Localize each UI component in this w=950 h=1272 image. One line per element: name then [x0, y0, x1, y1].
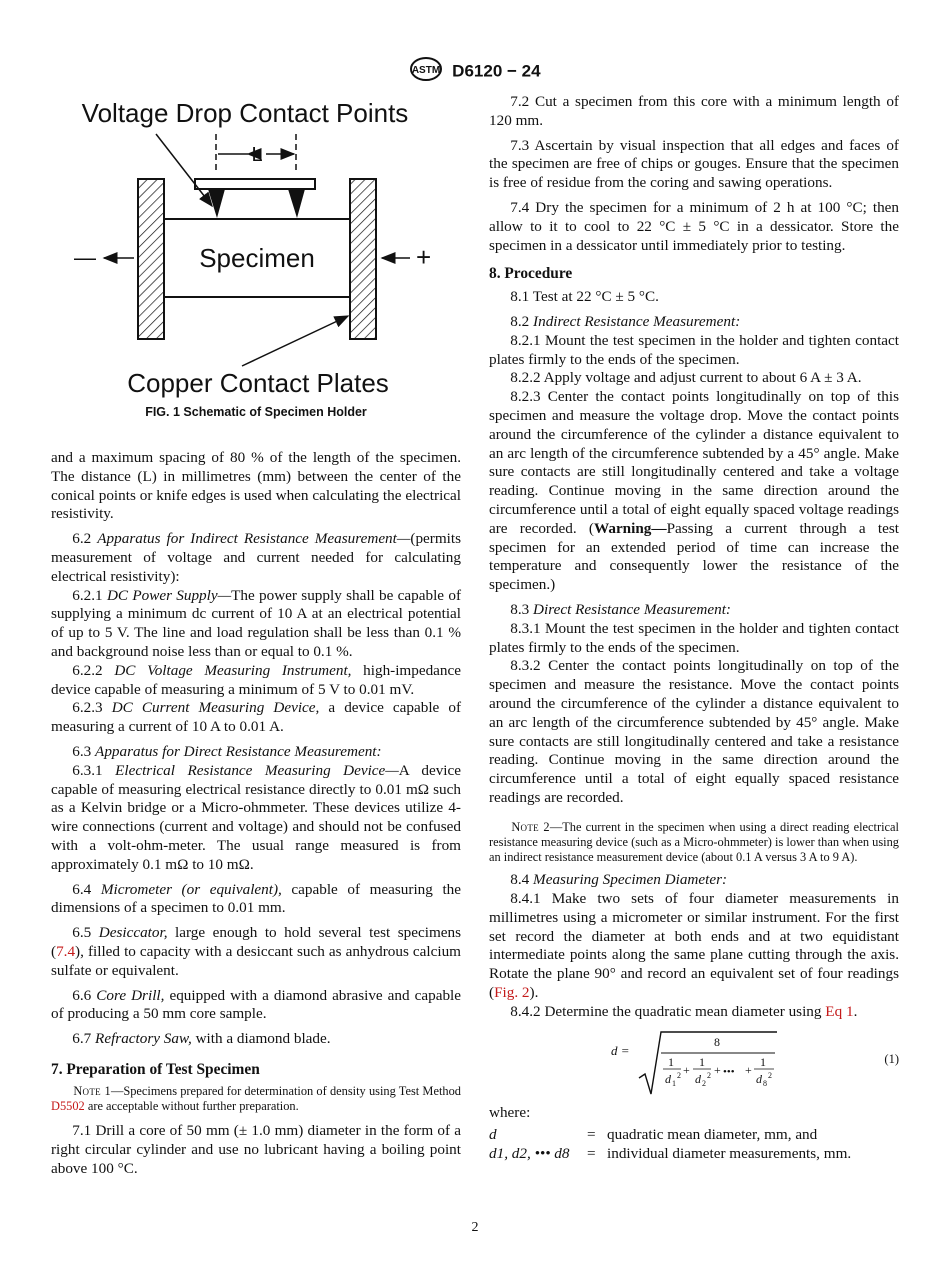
copper-plate-right — [350, 179, 376, 339]
paragraph-6-7 — [51, 1030, 461, 1049]
paragraph-text: with a diamond blade. — [191, 1030, 331, 1048]
section-number: 6.3 — [72, 742, 92, 760]
paragraph-text: A device capable of measuring electrical resistance directly to 0.01 mΩ such as a Kelvin bridge or a Micro-ohmmeter. These devices utilize 4-wire connections (current and voltage) and should not be confused with a volt-ohm-meter. The usual range measured is from approximately 0.1 mΩ to 10 mΩ. — [51, 761, 461, 873]
term-1-one: 1 — [668, 1054, 674, 1069]
paragraph-7-3: 7.3 Ascertain by visual inspection that all edges and faces of the specimen are free of chips or gouges. Ensure that the specimen is free of residue from the coring and sawing operations. — [489, 136, 899, 192]
plus-2: + — [714, 1062, 721, 1077]
term-8-sub: 8 — [763, 1078, 767, 1088]
definitions-table — [489, 1126, 851, 1164]
paragraph-text: (permits measurement of voltage and current needed for calculating electrical resistivity): — [51, 530, 462, 585]
paragraph-6-2-1 — [51, 587, 461, 662]
specimen-holder-figure — [60, 88, 460, 406]
paragraph-text: a device capable of measuring a current of 10 A to 0.01 A. — [51, 699, 462, 736]
equation-numerator: 8 — [714, 1034, 720, 1049]
definition-row — [489, 1126, 851, 1145]
paragraph-7-1: 7.1 Drill a core of 50 mm (± 1.0 mm) diameter in the form of a right circular cylinder and use no lubricant having a boiling point above 100 °C. — [51, 1122, 461, 1177]
paragraph-text: capable of measuring the dimensions of a specimen to 0.01 mm. — [51, 880, 462, 917]
astm-logo-icon — [409, 56, 443, 87]
section-heading-8: 8. Procedure — [489, 265, 573, 283]
term-8-d: d — [756, 1071, 762, 1086]
term-8-exp: 2 — [768, 1070, 772, 1080]
term-2-sub: 2 — [702, 1078, 706, 1088]
paragraph-title: Measuring Specimen Diameter: — [533, 871, 728, 889]
term-2-d: d — [695, 1071, 701, 1086]
definition-text: quadratic mean diameter, mm, and — [607, 1126, 818, 1144]
term-1-d: d — [665, 1071, 671, 1086]
definition-equals: = — [587, 1126, 596, 1144]
link-d5502[interactable]: D5502 — [51, 1098, 85, 1113]
contact-bar — [195, 179, 315, 189]
paragraph-text: . — [853, 1002, 858, 1020]
paragraph-text: equipped with a diamond abrasive and capable of producing a 50 mm core sample. — [51, 986, 461, 1023]
note-label: Note 1 — [73, 1083, 111, 1098]
paragraph-text: Passing a current through a test specimen for an extended period of time can increase the temperature and consequently lower the resistance of the specimen.) — [489, 519, 899, 594]
equation-graphic — [599, 1028, 899, 1100]
paragraph-text: ), filled to capacity with a desiccant such as anhydrous calcium sulfate or equivalent. — [51, 942, 461, 979]
figure-label-contact-points: Voltage Drop Contact Points — [81, 98, 409, 128]
term-2-one: 1 — [699, 1054, 705, 1069]
paragraph-6-1-continued: and a maximum spacing of 80 % of the length of the specimen. The distance (L) in millimetres (mm) between the center of the conical points or knife edges is used when calculating the electrical resistivity. — [51, 449, 461, 523]
term-1-sub: 1 — [672, 1078, 676, 1088]
paragraph-8-2 — [489, 313, 899, 332]
pointer-contact-plates — [242, 316, 348, 366]
section-number: 6.5 — [72, 924, 92, 942]
page-header — [0, 56, 950, 87]
paragraph-8-2-1: 8.2.1 Mount the test specimen in the holder and tighten contact plates firmly to the ends of the specimen. — [489, 331, 899, 368]
paragraph-6-3 — [51, 743, 461, 762]
paragraph-6-2-2 — [51, 662, 461, 700]
note-text: —The current in the specimen when using a direct reading electrical resistance measuring device (such as a Micro-ohmmeter) is lower than when using an indirect resistance measurement device (about 0.1 A versus 3 A to 9 A). — [489, 819, 899, 865]
page-number: 2 — [471, 1220, 479, 1235]
paragraph-text: large enough to hold several test specimens ( — [51, 924, 462, 960]
left-column — [51, 449, 461, 1179]
paragraph-title: Apparatus for Indirect Resistance Measurement— — [97, 530, 411, 548]
paragraph-title: Core Drill, — [96, 986, 165, 1004]
section-number: 6.4 — [72, 880, 92, 898]
figure-label-plus: + — [416, 242, 432, 272]
section-number: 6.2.2 — [72, 661, 103, 679]
paragraph-title: Indirect Resistance Measurement: — [533, 312, 741, 330]
section-number: 8.3 — [510, 600, 530, 618]
equation-lhs: d = — [611, 1042, 630, 1058]
equation-number: (1) — [884, 1051, 899, 1066]
term-1-exp: 2 — [677, 1070, 681, 1080]
section-number: 6.3.1 — [72, 761, 103, 779]
paragraph-8-2-2: 8.2.2 Apply voltage and adjust current to about 6 A ± 3 A. — [510, 369, 862, 387]
ellipsis-dots: ••• — [723, 1065, 735, 1078]
paragraph-title: Micrometer (or equivalent), — [100, 880, 282, 898]
link-eq-1[interactable]: Eq 1 — [825, 1002, 854, 1020]
paragraph-text: 8.4.1 Make two sets of four diameter measurements in millimetres using a micrometer or similar instrument. For the first set record the diameter at both ends and at two equidistant intermediate points along the same plane cutting through the axis. Rotate the plane 90° and record an equivalent set of four readings ( — [489, 890, 899, 1002]
contact-point-right — [288, 189, 305, 218]
figure-label-specimen: Specimen — [199, 243, 315, 273]
term-8-one: 1 — [760, 1054, 766, 1069]
copper-plate-left — [138, 179, 164, 339]
definition-equals: = — [587, 1145, 596, 1163]
paragraph-title: DC Voltage Measuring Instrument, — [114, 661, 352, 679]
paragraph-8-4-2 — [489, 1003, 899, 1022]
section-number: 6.6 — [72, 986, 92, 1004]
note-label: Note 2 — [511, 819, 550, 834]
paragraph-title: DC Power Supply— — [106, 586, 232, 604]
figure-label-contact-plates: Copper Contact Plates — [127, 368, 389, 398]
paragraph-8-2-3 — [489, 388, 899, 595]
paragraph-text: 8.2.3 Center the contact points longitudinally on top of this specimen and measure the voltage drop. Move the contact points around the circumference of the cylinder a distance equivalent to an arc length of the circumference subtended by a 45° angle. Make sure contacts are still longitudinally centered and take a voltage reading. Continue moving in the same direction around the circumference until a total of eight equally spaced voltage readings are recorded. ( — [489, 388, 899, 537]
figure-caption: FIG. 1 Schematic of Specimen Holder — [145, 405, 367, 419]
section-heading-7: 7. Preparation of Test Specimen — [51, 1060, 260, 1078]
where-label: where: — [489, 1103, 531, 1121]
note-2 — [489, 820, 899, 866]
paragraph-8-3-2: 8.3.2 Center the contact points longitudinally on top of the specimen and measure the resistance. Move the contact points around the circumference of the cylinder a distance equivalent to an arc length of the circumference subtended by 45° angle. Make sure contacts are still longitudinally centered and take a resistance reading. Continue moving in the same direction around the circumference until a total of eight equally spaced resistance readings are recorded. — [489, 657, 899, 806]
svg-text:ASTM: ASTM — [412, 65, 441, 76]
paragraph-7-4: 7.4 Dry the specimen for a minimum of 2 h at 100 °C; then allow to it to cool to 22 °C ± 5 °C in a dessicator. Store the specimen in a dessicator until immediately prior to testing. — [489, 198, 899, 254]
figure-label-minus: — — [74, 245, 96, 270]
paragraph-6-2 — [51, 530, 461, 586]
paragraph-8-3-1: 8.3.1 Mount the test specimen in the holder and tighten contact plates firmly to the ends of the specimen. — [489, 619, 899, 656]
paragraph-8-4 — [489, 871, 899, 890]
warning-label: Warning— — [594, 519, 667, 537]
section-number: 6.2 — [72, 530, 92, 548]
document-id: D6120 − 24 — [452, 61, 541, 81]
section-number: 6.2.1 — [72, 586, 103, 604]
section-number: 6.2.3 — [72, 699, 103, 717]
term-2-exp: 2 — [707, 1070, 711, 1080]
section-number: 6.7 — [72, 1030, 92, 1048]
definition-row — [489, 1145, 851, 1164]
paragraph-text: ). — [529, 984, 539, 1002]
link-fig-2[interactable]: Fig. 2 — [494, 984, 530, 1002]
paragraph-6-3-1 — [51, 762, 461, 875]
paragraph-6-6 — [51, 987, 461, 1025]
paragraph-title: Direct Resistance Measurement: — [533, 600, 731, 618]
paragraph-7-2: 7.2 Cut a specimen from this core with a minimum length of 120 mm. — [489, 93, 899, 129]
paragraph-8-4-1 — [489, 890, 899, 1003]
paragraph-title: Apparatus for Direct Resistance Measurement: — [95, 742, 382, 760]
plus-3: + — [745, 1062, 752, 1077]
right-column — [489, 93, 899, 1164]
paragraph-6-4 — [51, 881, 461, 919]
figure-label-L: L — [251, 144, 263, 166]
paragraph-title: Electrical Resistance Measuring Device— — [115, 761, 399, 779]
section-number: 8.4 — [510, 871, 530, 889]
paragraph-title: DC Current Measuring Device, — [111, 699, 320, 717]
paragraph-title: Desiccator, — [98, 924, 168, 942]
definition-symbol: d1, d2, ••• d8 — [489, 1145, 570, 1163]
paragraph-6-5 — [51, 924, 461, 980]
paragraph-8-3 — [489, 601, 899, 620]
paragraph-8-1: 8.1 Test at 22 °C ± 5 °C. — [510, 288, 659, 306]
link-section-7-4[interactable]: 7.4 — [56, 942, 76, 960]
definition-symbol: d — [489, 1126, 497, 1144]
note-text: —Specimens prepared for determination of density using Test Method — [110, 1083, 461, 1098]
equation-1 — [489, 1028, 899, 1100]
paragraph-6-2-3 — [51, 699, 461, 737]
plus-1: + — [683, 1062, 690, 1077]
definition-text: individual diameter measurements, mm. — [607, 1145, 852, 1163]
note-1 — [51, 1084, 461, 1114]
specimen-holder-diagram — [60, 88, 460, 406]
paragraph-title: Refractory Saw, — [95, 1030, 192, 1048]
paragraph-text: The power supply shall be capable of supplying a minimum dc current of 10 A at an electrical potential of up to 5 V. The line and load regulation shall be less than 0.1 % and background noise less than or equal to 0.1 %. — [51, 586, 461, 660]
section-number: 8.2 — [510, 312, 530, 330]
paragraph-text: 8.4.2 Determine the quadratic mean diameter using — [510, 1002, 826, 1020]
paragraph-text: high-impedance device capable of measuring a minimum of 5 V to 0.01 mV. — [51, 661, 461, 698]
note-text: are acceptable without further preparation. — [84, 1098, 299, 1113]
